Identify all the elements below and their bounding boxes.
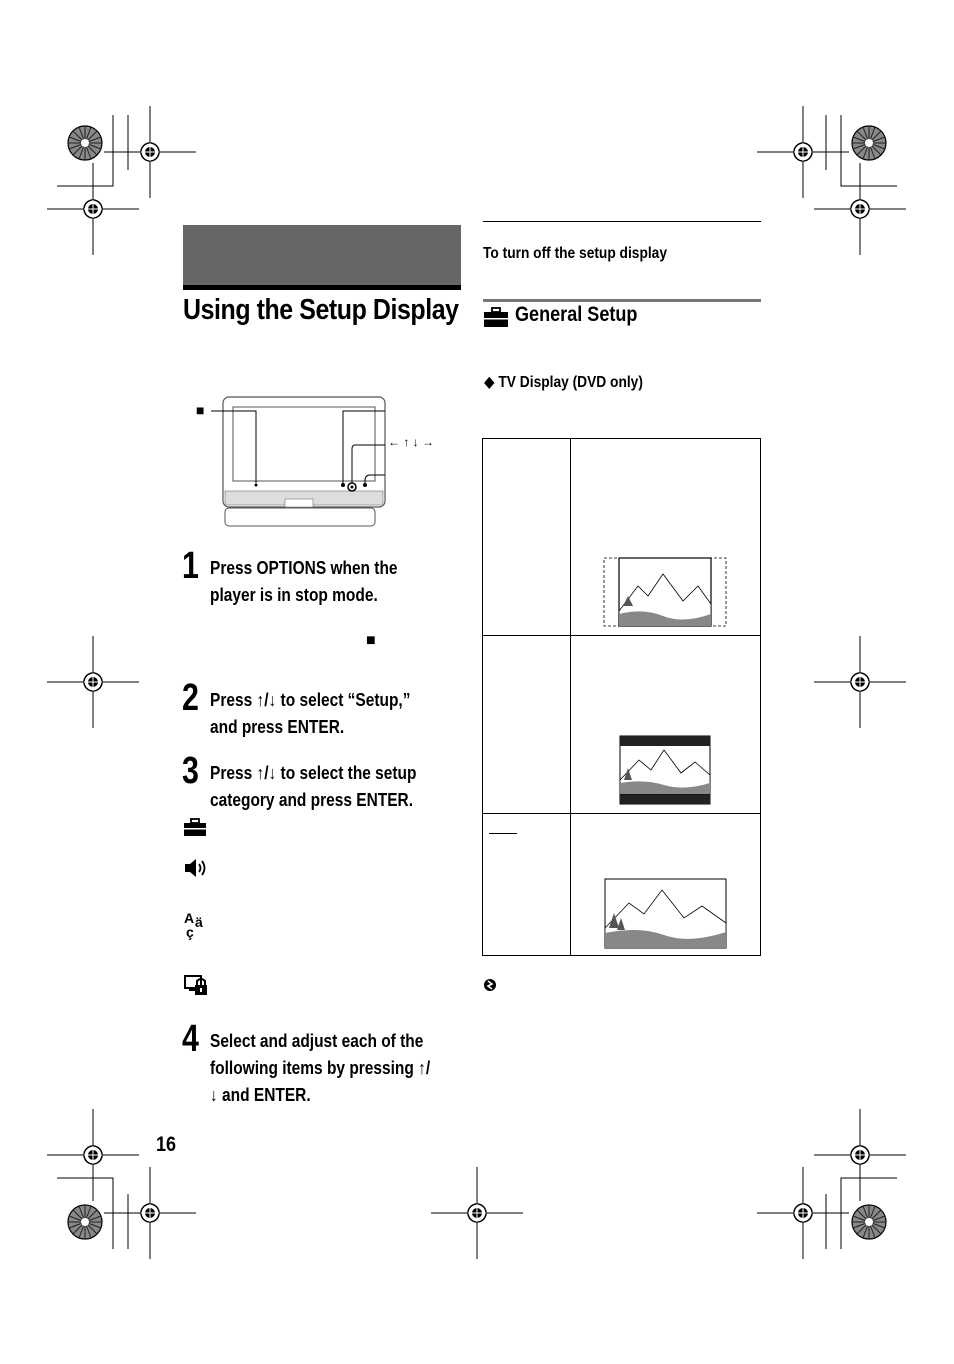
step-4-text: Select and adjust each of the following items by pressing ↑/↓ and ENTER.: [210, 1031, 431, 1105]
parental-lock-icon: [183, 973, 209, 997]
step-2-number: 2: [182, 677, 199, 719]
toolbox-icon: [483, 307, 509, 329]
toolbox-icon: [183, 818, 207, 838]
general-setup-rule: [483, 299, 761, 302]
speaker-icon: [183, 857, 209, 879]
turn-off-heading: To turn off the setup display: [483, 245, 667, 262]
section-header-bar: [183, 225, 461, 285]
player-figure: [195, 395, 445, 535]
tv-display-table: [482, 438, 761, 956]
table-row-divider: [483, 635, 760, 636]
dvd-player-illustration: [195, 395, 445, 535]
section-header-rule: [183, 285, 461, 290]
step-4-number: 4: [182, 1018, 199, 1060]
table-column-divider: [570, 439, 571, 955]
language-icon: A ä ç: [184, 910, 203, 940]
page-title: Using the Setup Display: [183, 294, 459, 326]
general-setup-title: General Setup: [515, 303, 638, 326]
step-3-text: Press ↑/↓ to select the setup category and press ENTER.: [210, 763, 417, 810]
letterbox-illustration: [619, 735, 711, 805]
step-2-text: Press ↑/↓ to select “Setup,” and press ENTER.: [210, 690, 411, 737]
pan-scan-illustration: [603, 556, 727, 628]
step-3-number: 3: [182, 750, 199, 792]
wide-16-9-illustration: [604, 878, 727, 949]
top-right-rule: [483, 221, 761, 222]
tv-display-heading: ◆ TV Display (DVD only): [484, 374, 643, 391]
stop-label: ■: [196, 402, 205, 418]
step-1-text: Press OPTIONS when the player is in stop mode.: [210, 558, 398, 605]
step-1-number: 1: [182, 545, 199, 587]
note-icon: [483, 978, 497, 992]
stop-symbol: ■: [366, 632, 376, 649]
arrow-label: ← ↑ ↓ →: [388, 435, 435, 449]
page-number: 16: [156, 1133, 177, 1156]
table-row-divider: [483, 813, 760, 814]
table-underline-mark: [489, 833, 517, 834]
